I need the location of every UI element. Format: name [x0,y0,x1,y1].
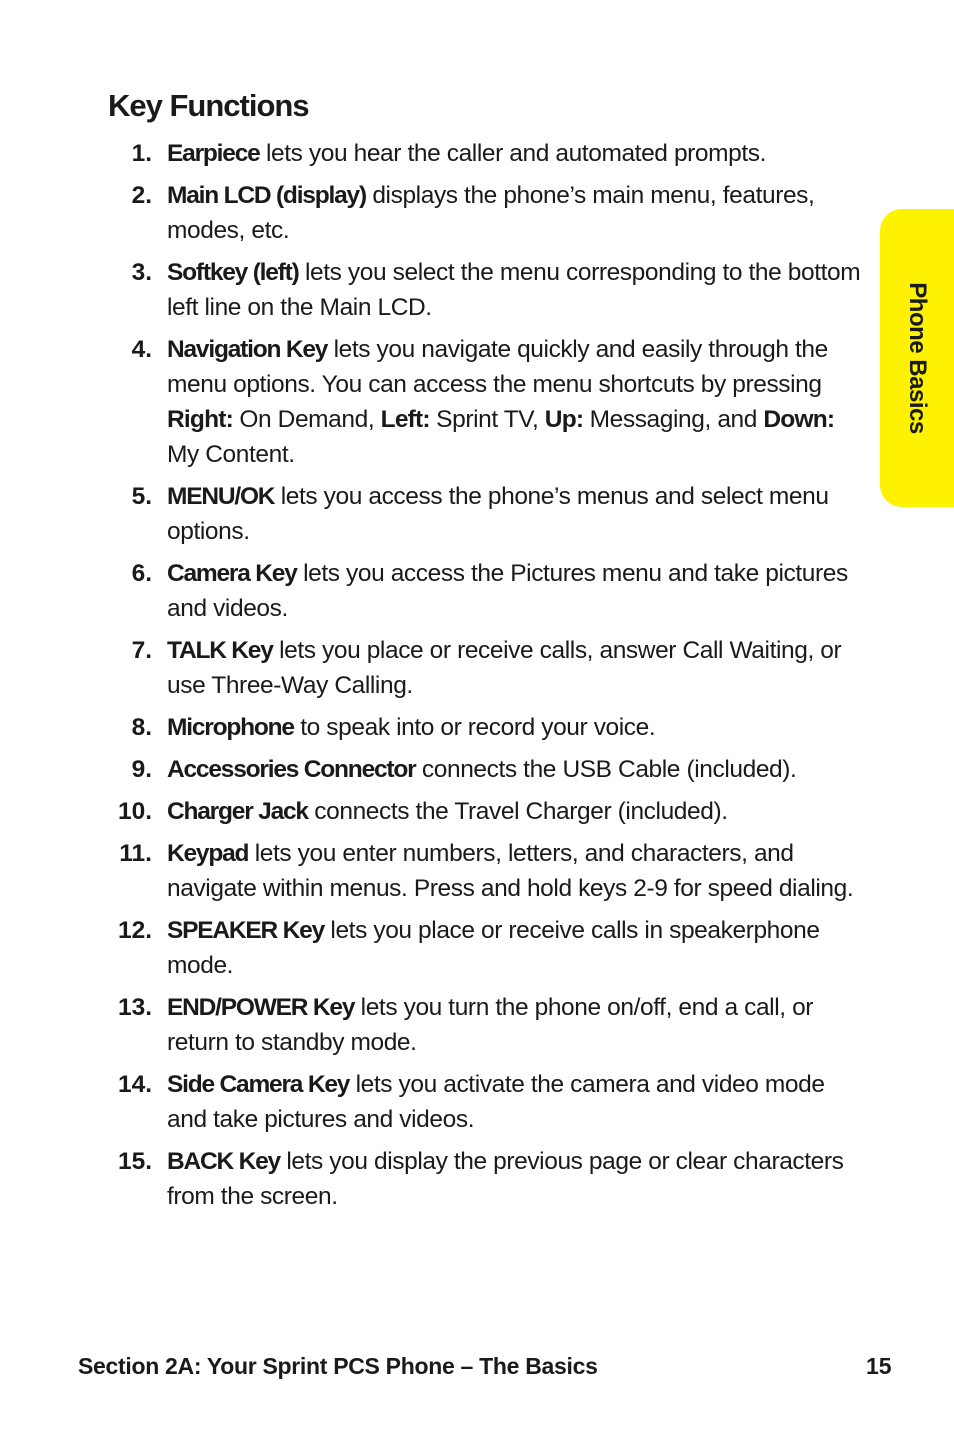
item-number: 15. [117,1148,152,1175]
item-number: 4. [131,336,152,363]
key-functions-list [0,136,870,1221]
item-description: connects the Travel Charger (included). [307,798,728,825]
item-number: 6. [131,560,152,587]
item-term: Earpiece [167,140,260,167]
item-number: 1. [131,140,152,167]
list-item [0,633,870,703]
item-term: Navigation Key [167,336,328,363]
down-label: Down: [763,406,835,433]
item-number: 2. [131,182,152,209]
side-tab-label: Phone Basics [904,282,931,434]
item-term: END/POWER Key [167,994,355,1021]
item-term: Keypad [167,840,249,867]
list-item [0,710,870,745]
item-description: lets you activate the camera and video mode and take pictures and videos. [167,1071,825,1133]
item-description: lets you select the menu corresponding to the bottom left line on the Main LCD. [167,259,861,321]
right-value: On Demand, [232,406,381,433]
footer-page-number: 15 [866,1353,892,1379]
item-description: lets you navigate quickly and easily through the menu options. You can access the menu shortcuts by pressing [167,336,828,398]
item-number: 12. [117,917,152,944]
item-description: lets you enter numbers, letters, and characters, and navigate within menus. Press and hold keys 2-9 for speed dialing. [167,840,854,902]
list-item [0,479,870,549]
list-item [0,136,870,171]
item-description: lets you access the phone’s menus and select menu options. [167,483,829,545]
section-side-tab [880,209,954,507]
item-term: Softkey (left) [167,259,299,286]
list-item [0,794,870,829]
list-item [0,178,870,248]
item-description: connects the USB Cable (included). [415,756,797,783]
item-term: Accessories Connector [167,756,416,783]
item-term: BACK Key [167,1148,280,1175]
list-item [0,332,870,472]
item-number: 14. [117,1071,152,1098]
item-description: lets you hear the caller and automated prompts. [259,140,767,167]
item-term: SPEAKER Key [167,917,324,944]
item-number: 7. [131,637,152,664]
left-value: Sprint TV, [429,406,545,433]
item-number: 13. [117,994,152,1021]
item-description: lets you access the Pictures menu and take pictures and videos. [167,560,848,622]
list-item [0,1144,870,1214]
item-number: 8. [131,714,152,741]
item-term: Charger Jack [167,798,308,825]
down-value: My Content. [167,441,295,468]
item-number: 11. [119,840,152,867]
list-item [0,1067,870,1137]
list-item [0,990,870,1060]
list-item [0,255,870,325]
up-value: Messaging, and [583,406,764,433]
item-number: 5. [131,483,152,510]
item-description: lets you place or receive calls, answer Call Waiting, or use Three-Way Calling. [167,637,842,699]
item-term: Camera Key [167,560,297,587]
list-item [0,556,870,626]
left-label: Left: [380,406,430,433]
item-term: Side Camera Key [167,1071,350,1098]
item-description: displays the phone’s main menu, features, modes, etc. [167,182,815,244]
footer-section-title: Section 2A: Your Sprint PCS Phone – The Basics [78,1353,598,1379]
right-label: Right: [167,406,233,433]
up-label: Up: [544,406,584,433]
item-term: TALK Key [167,637,273,664]
item-number: 3. [131,259,152,286]
item-term: MENU/OK [167,483,275,510]
item-description: to speak into or record your voice. [293,714,656,741]
list-item [0,913,870,983]
item-term: Main LCD (display) [167,182,366,209]
list-item [0,836,870,906]
item-description: lets you place or receive calls in speakerphone mode. [167,917,820,979]
item-number: 10. [117,798,152,825]
list-item [0,752,870,787]
item-description: lets you display the previous page or clear characters from the screen. [167,1148,844,1210]
page-title: Key Functions [108,88,309,123]
item-term: Microphone [167,714,294,741]
item-number: 9. [131,756,152,783]
item-description: lets you turn the phone on/off, end a call, or return to standby mode. [167,994,814,1056]
